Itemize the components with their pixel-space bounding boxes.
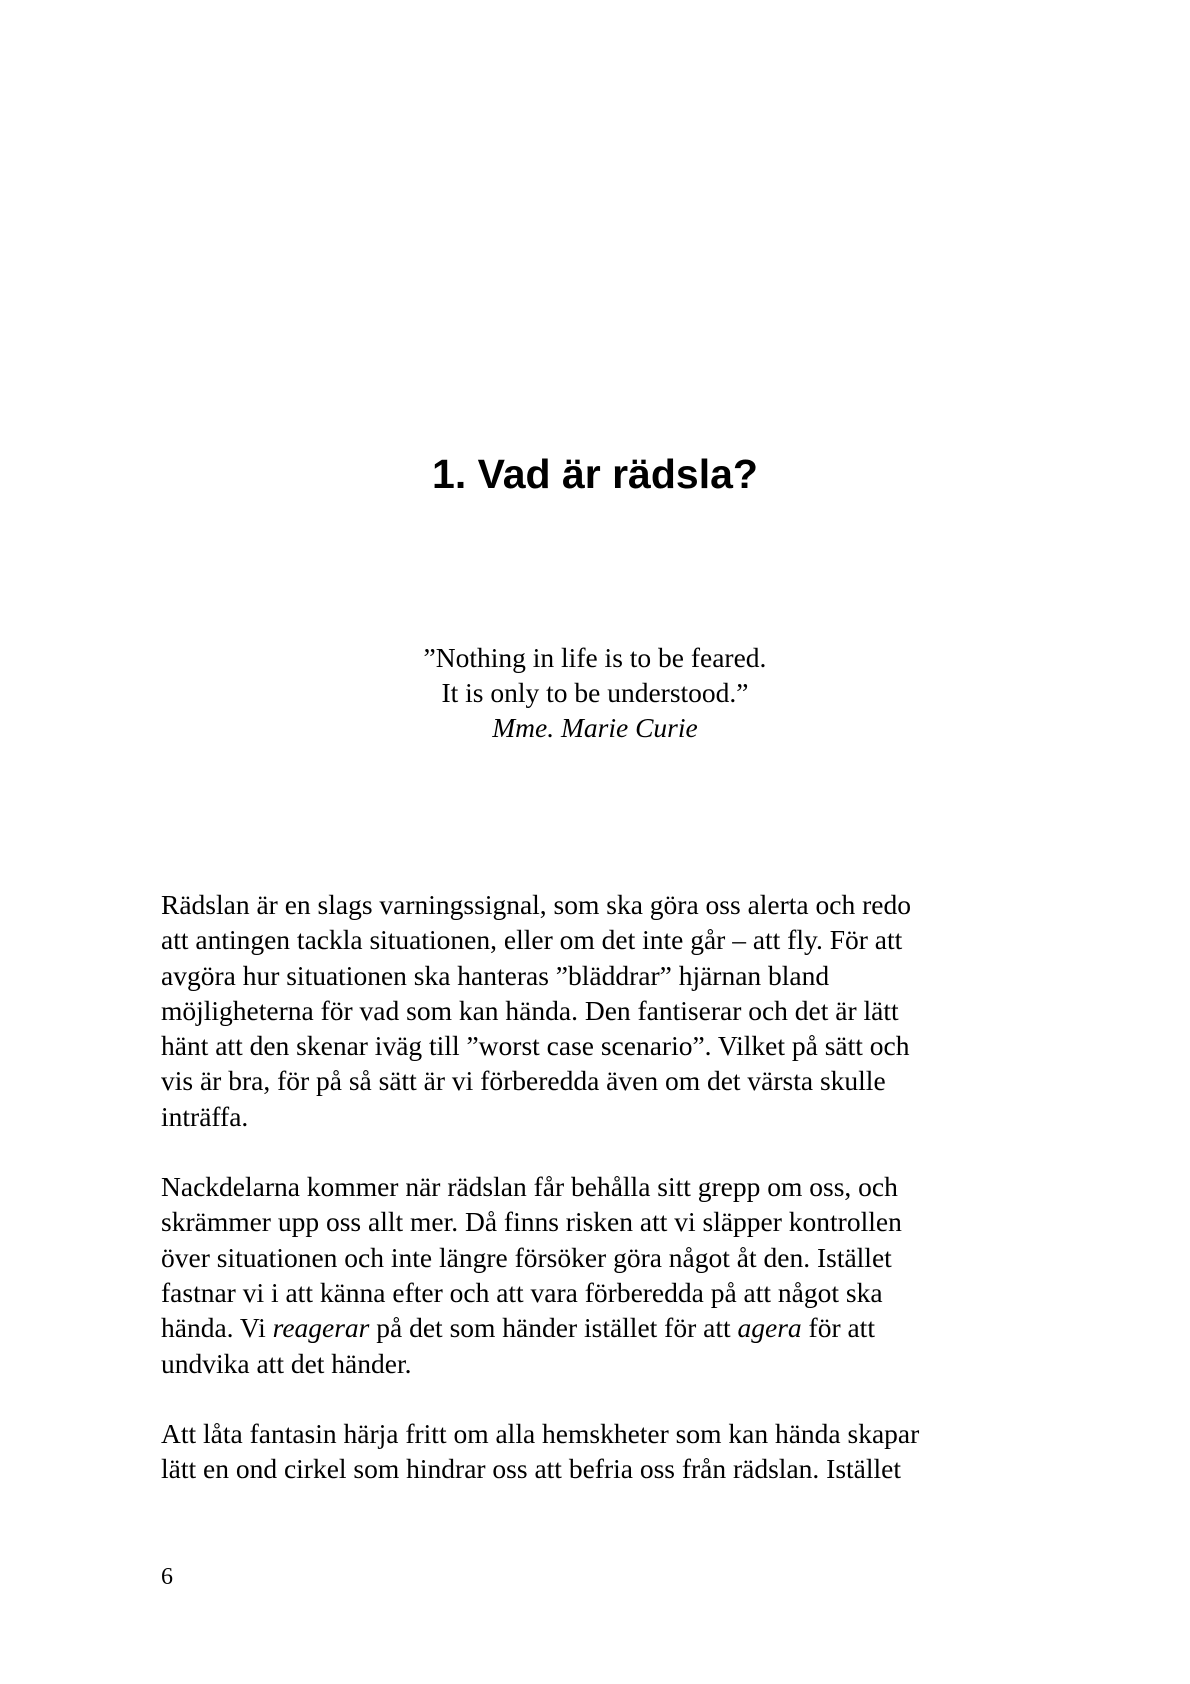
epigraph-line: ”Nothing in life is to be feared. bbox=[423, 642, 767, 673]
paragraph bbox=[161, 887, 1061, 1134]
text-line: Att låta fantasin härja fritt om alla hemskheter som kan hända skapar bbox=[161, 1417, 920, 1449]
epigraph bbox=[0, 640, 1190, 745]
emphasis-agera: agera bbox=[737, 1312, 802, 1344]
text-segment: på det som händer istället för att bbox=[369, 1312, 738, 1344]
text-line: inträffa. bbox=[161, 1100, 249, 1132]
text-line: undvika att det händer. bbox=[161, 1347, 412, 1379]
text-line: avgöra hur situationen ska hanteras ”bläddrar” hjärnan bland bbox=[161, 959, 830, 991]
text-line: vis är bra, för på så sätt är vi förberedda även om det värsta skulle bbox=[161, 1065, 886, 1097]
text-line: skrämmer upp oss allt mer. Då finns risken att vi släpper kontrollen bbox=[161, 1206, 902, 1238]
text-line: Nackdelarna kommer när rädslan får behålla sitt grepp om oss, och bbox=[161, 1171, 898, 1203]
paragraph bbox=[161, 1169, 1061, 1381]
text-segment: hända. Vi bbox=[161, 1312, 273, 1344]
text-line: fastnar vi i att känna efter och att vara förberedda på att något ska bbox=[161, 1276, 883, 1308]
emphasis-reagerar: reagerar bbox=[272, 1312, 370, 1344]
text-line: möjligheterna för vad som kan hända. Den fantiserar och det är lätt bbox=[161, 994, 899, 1026]
epigraph-attribution: Mme. Marie Curie bbox=[492, 712, 698, 743]
chapter-title: 1. Vad är rädsla? bbox=[432, 451, 758, 497]
page-number: 6 bbox=[161, 1564, 173, 1590]
text-line: Rädslan är en slags varningssignal, som ska göra oss alerta och redo bbox=[161, 889, 911, 920]
text-line bbox=[161, 1310, 1061, 1345]
text-line: över situationen och inte längre försöker göra något åt den. Istället bbox=[161, 1241, 892, 1273]
epigraph-line: It is only to be understood.” bbox=[441, 677, 749, 708]
text-segment: för att bbox=[801, 1312, 875, 1344]
text-line: hänt att den skenar iväg till ”worst case scenario”. Vilket på sätt och bbox=[161, 1030, 910, 1062]
text-line: att antingen tackla situationen, eller om det inte går – att fly. För att bbox=[161, 924, 903, 956]
paragraph bbox=[161, 1416, 1061, 1487]
body-text bbox=[161, 887, 1061, 1521]
text-line: lätt en ond cirkel som hindrar oss att befria oss från rädslan. Istället bbox=[161, 1453, 901, 1485]
